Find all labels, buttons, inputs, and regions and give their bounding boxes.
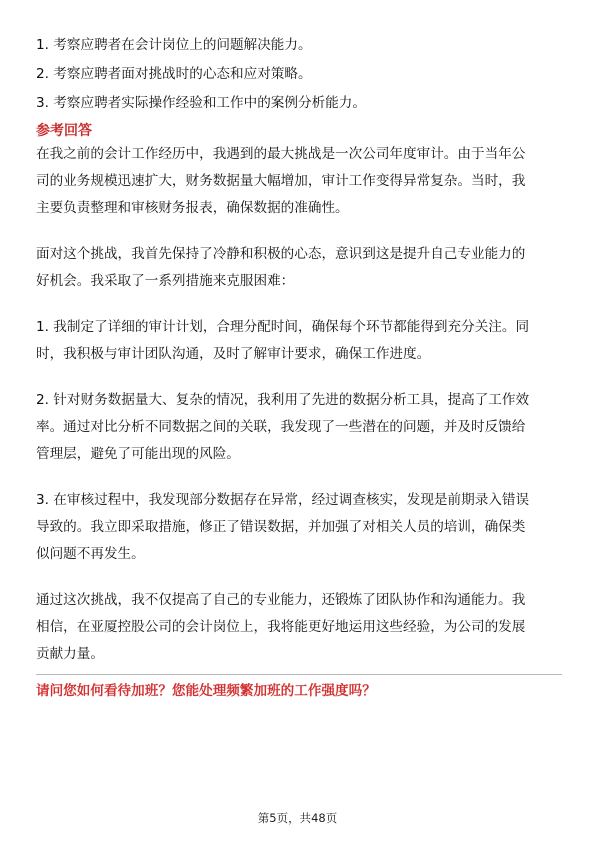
answer-heading: 参考回答 <box>36 123 92 139</box>
section-divider <box>36 674 562 675</box>
paragraph-line: 贡献力量。 <box>36 646 104 662</box>
paragraph-line: 通过这次挑战，我不仅提高了自己的专业能力，还锻炼了团队协作和沟通能力。我 <box>36 592 526 608</box>
paragraph-line: 2. 针对财务数据量大、复杂的情况，我利用了先进的数据分析工具，提高了工作效 <box>36 392 530 408</box>
list-item: 2. 考察应聘者面对挑战时的心态和应对策略。 <box>36 66 312 82</box>
paragraph <box>36 387 562 468</box>
paragraph-line: 司的业务规模迅速扩大，财务数据量大幅增加，审计工作变得异常复杂。当时，我 <box>36 173 526 189</box>
paragraph-line: 导致的。我立即采取措施，修正了错误数据，并加强了对相关人员的培训，确保类 <box>36 519 526 535</box>
paragraph <box>36 241 562 295</box>
list-item: 1. 考察应聘者在会计岗位上的问题解决能力。 <box>36 37 312 53</box>
paragraph <box>36 487 562 568</box>
paragraph-line: 似问题不再发生。 <box>36 546 145 562</box>
paragraph-line: 3. 在审核过程中，我发现部分数据存在异常，经过调查核实，发现是前期录入错误 <box>36 492 530 508</box>
paragraph <box>36 141 562 222</box>
next-question-heading: 请问您如何看待加班？您能处理频繁加班的工作强度吗？ <box>36 683 376 699</box>
paragraph-line: 面对这个挑战，我首先保持了冷静和积极的心态，意识到这是提升自己专业能力的 <box>36 246 526 262</box>
page-content <box>36 34 562 701</box>
paragraph-line: 主要负责整理和审核财务报表，确保数据的准确性。 <box>36 200 349 216</box>
paragraph-line: 时，我积极与审计团队沟通，及时了解审计要求，确保工作进度。 <box>36 346 431 362</box>
paragraph <box>36 314 562 368</box>
paragraph-line: 好机会。我采取了一系列措施来克服困难： <box>36 273 295 289</box>
paragraph-line: 管理层，避免了可能出现的风险。 <box>36 446 240 462</box>
paragraph-line: 在我之前的会计工作经历中，我遇到的最大挑战是一次公司年度审计。由于当年公 <box>36 146 526 162</box>
page-number: 第5页，共48页 <box>257 811 338 825</box>
paragraph-line: 1. 我制定了详细的审计计划，合理分配时间，确保每个环节都能得到充分关注。同 <box>36 319 530 335</box>
paragraph <box>36 587 562 668</box>
list-item: 3. 考察应聘者实际操作经验和工作中的案例分析能力。 <box>36 95 366 111</box>
paragraph-line: 相信，在亚厦控股公司的会计岗位上，我将能更好地运用这些经验，为公司的发展 <box>36 619 526 635</box>
paragraph-line: 率。通过对比分析不同数据之间的关联，我发现了一些潜在的问题，并及时反馈给 <box>36 419 526 435</box>
